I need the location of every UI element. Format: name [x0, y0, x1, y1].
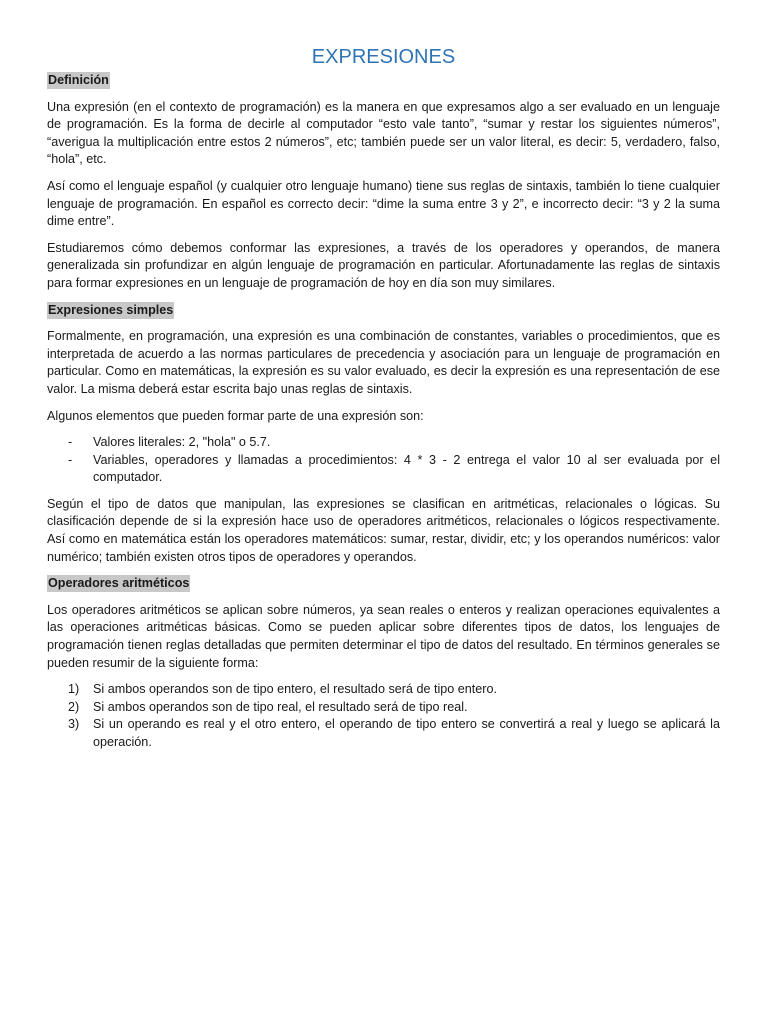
numbered-list	[47, 681, 720, 751]
list-item	[68, 434, 720, 452]
list-number: 1)	[68, 682, 80, 697]
paragraph: Algunos elementos que pueden formar parte de una expresión son:	[47, 408, 424, 423]
list-item-text: Si ambos operandos son de tipo entero, el resultado será de tipo entero.	[93, 682, 497, 697]
list-number: 3)	[68, 717, 80, 732]
paragraph: Según el tipo de datos que manipulan, las expresiones se clasifican en aritméticas, relacionales o lógicas. Su clasificación depende de si la expresión hace uso de operadores aritméticos, relacionales o lógicos respectivamente. Así como en matemática están los operadores matemáticos: sumar, restar, dividir, etc; y los operandos numéricos: valor numérico; también existen otros tipos de operadores y operandos.	[47, 496, 720, 564]
dash-bullet: -	[68, 452, 73, 467]
paragraph: Formalmente, en programación, una expresión es una combinación de constantes, variables o procedimientos, que es interpretada de acuerdo a las normas particulares de precedencia y asociación para un lenguaje de programación en particular. Como en matemáticas, la expresión es su valor evaluado, es decir la expresión es una representación de ese valor. La misma deberá estar escrita bajo unas reglas de sintaxis.	[47, 329, 720, 396]
section-definicion	[47, 72, 720, 90]
list-item-text: Valores literales: 2, "hola" o 5.7.	[93, 435, 271, 450]
paragraph: Una expresión (en el contexto de programación) es la manera en que expresamos algo a ser evaluado en un lenguaje de programación. Es la forma de decirle al computador “esto vale tanto”, “sumar y restar los siguientes números”, “averigua la multiplicación entre estos 2 números”, etc; también puede ser un valor literal, es decir: 5, verdadero, falso, “hola”, etc.	[47, 99, 720, 167]
section-operadores-aritmeticos	[47, 575, 720, 593]
paragraph: Los operadores aritméticos se aplican sobre números, ya sean reales o enteros y realizan operaciones equivalentes a las operaciones aritméticas básicas. Como se pueden aplicar sobre diferentes tipos de datos, los lenguajes de programación tienen reglas detalladas que permiten determinar el tipo de datos del resultado. En términos generales se pueden resumir de la siguiente forma:	[47, 602, 720, 670]
document-title: EXPRESIONES	[311, 46, 456, 68]
section-heading: Operadores aritméticos	[48, 576, 190, 591]
list-item	[68, 699, 720, 717]
list-item-text: Si ambos operandos son de tipo real, el resultado será de tipo real.	[93, 699, 468, 714]
list-item-text: Si un operando es real y el otro entero, el operando de tipo entero se convertirá a real y luego se aplicará la operación.	[93, 717, 720, 749]
bullet-list	[47, 434, 720, 487]
dash-bullet: -	[68, 435, 73, 450]
section-heading: Definición	[48, 73, 109, 87]
section-heading: Expresiones simples	[48, 302, 174, 317]
paragraph: Así como el lenguaje español (y cualquier otro lenguaje humano) tiene sus reglas de sintaxis, también lo tiene cualquier lenguaje de programación. En español es correcto decir: “dime la suma entre 3 y 2”, e incorrecto decir: “3 y 2 la suma dime entre”.	[47, 178, 720, 229]
paragraph: Estudiaremos cómo debemos conformar las expresiones, a través de los operadores y operandos, de manera generalizada sin profundizar en algún lenguaje de programación en particular. Afortunadamente las reglas de sintaxis para formar expresiones en un lenguaje de programación de hoy en día son muy similares.	[47, 240, 720, 290]
list-item-text: Variables, operadores y llamadas a procedimientos: 4 * 3 - 2 entrega el valor 10 al ser evaluada por el computador.	[93, 452, 720, 485]
list-number: 2)	[68, 699, 80, 714]
list-item	[68, 452, 720, 487]
list-item	[68, 716, 720, 751]
list-item	[68, 681, 720, 699]
section-expresiones-simples	[47, 302, 720, 320]
